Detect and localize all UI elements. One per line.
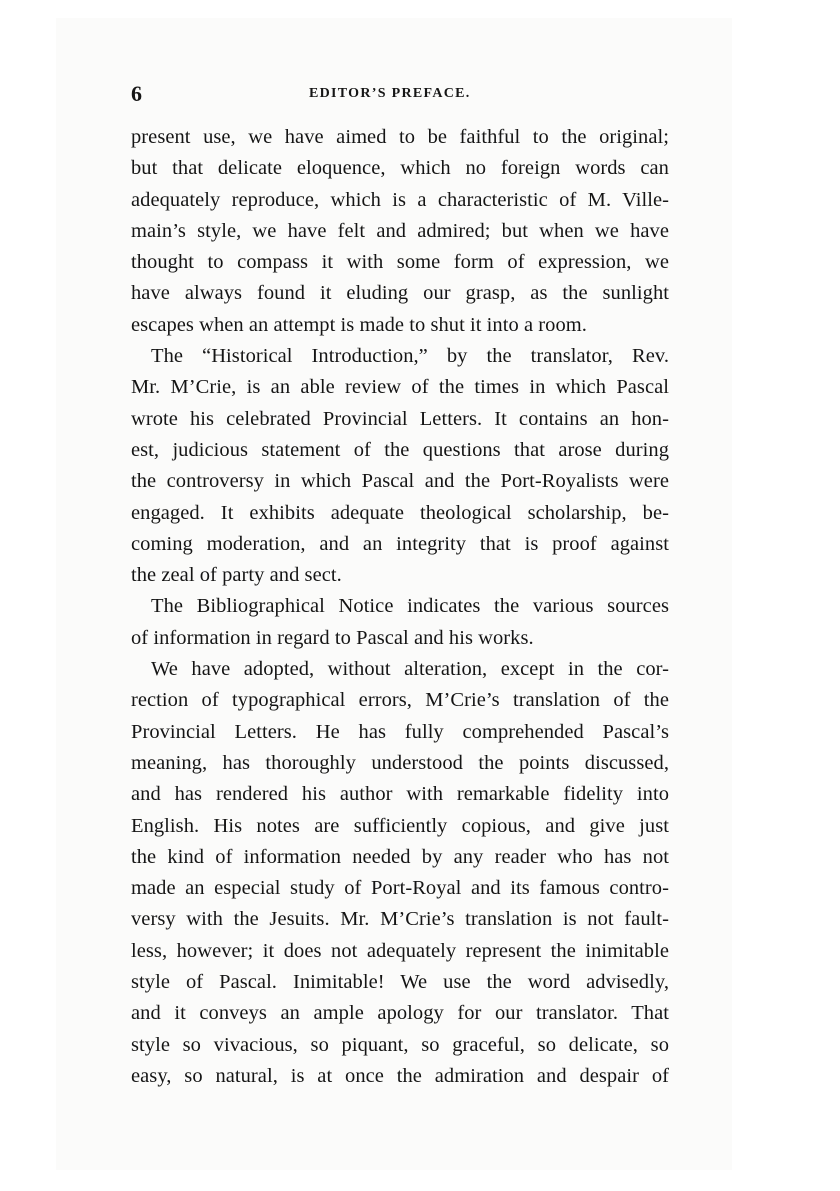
text-line: the kind of information needed by any reader who has not xyxy=(131,845,669,868)
text-line: made an especial study of Port-Royal and its famous contro- xyxy=(131,877,669,900)
text-line: The Bibliographical Notice indicates the various sources xyxy=(151,595,669,618)
text-line: the zeal of party and sect. xyxy=(131,564,342,587)
text-line: coming moderation, and an integrity that is proof against xyxy=(131,532,669,555)
paragraph xyxy=(131,122,669,341)
running-head: EDITOR’S PREFACE. xyxy=(309,86,471,101)
text-line: adequately reproduce, which is a characteristic of M. Ville- xyxy=(131,188,669,211)
text-line: have always found it eluding our grasp, as the sunlight xyxy=(131,282,669,305)
text-line: We have adopted, without alteration, except in the cor- xyxy=(151,658,669,681)
text-line: The “Historical Introduction,” by the translator, Rev. xyxy=(151,345,669,368)
text-line: English. His notes are sufficiently copious, and give just xyxy=(131,814,669,837)
text-line: wrote his celebrated Provincial Letters. It contains an hon- xyxy=(131,407,669,430)
text-line: Provincial Letters. He has fully comprehended Pascal’s xyxy=(131,720,669,743)
text-line: style so vivacious, so piquant, so graceful, so delicate, so xyxy=(131,1033,669,1056)
text-line: Mr. M’Crie, is an able review of the times in which Pascal xyxy=(131,376,669,399)
paragraph xyxy=(131,591,669,654)
paragraph xyxy=(131,654,669,1092)
text-line: style of Pascal. Inimitable! We use the word advisedly, xyxy=(131,971,669,994)
text-line: and has rendered his author with remarkable fidelity into xyxy=(131,783,669,806)
text-line: engaged. It exhibits adequate theological scholarship, be- xyxy=(131,501,669,524)
text-line: the controversy in which Pascal and the Port-Royalists were xyxy=(131,470,669,493)
text-line: present use, we have aimed to be faithful to the original; xyxy=(131,126,669,148)
paragraph xyxy=(131,341,669,591)
body-text xyxy=(131,122,669,1092)
text-line: of information in regard to Pascal and his works. xyxy=(131,626,534,649)
text-line: less, however; it does not adequately represent the inimitable xyxy=(131,939,669,962)
page-header xyxy=(131,76,669,108)
text-line: and it conveys an ample apology for our translator. That xyxy=(131,1002,669,1025)
text-line: easy, so natural, is at once the admiration and despair of xyxy=(131,1064,669,1087)
page-number: 6 xyxy=(131,81,142,106)
text-line: thought to compass it with some form of expression, we xyxy=(131,251,669,274)
text-line: est, judicious statement of the questions that arose during xyxy=(131,438,669,461)
text-line: rection of typographical errors, M’Crie’s translation of the xyxy=(131,689,669,712)
text-line: versy with the Jesuits. Mr. M’Crie’s translation is not fault- xyxy=(131,908,669,931)
text-line: main’s style, we have felt and admired; but when we have xyxy=(131,219,669,242)
text-line: meaning, has thoroughly understood the points discussed, xyxy=(131,751,669,774)
text-line: escapes when an attempt is made to shut it into a room. xyxy=(131,313,587,336)
text-line: but that delicate eloquence, which no foreign words can xyxy=(131,157,669,180)
